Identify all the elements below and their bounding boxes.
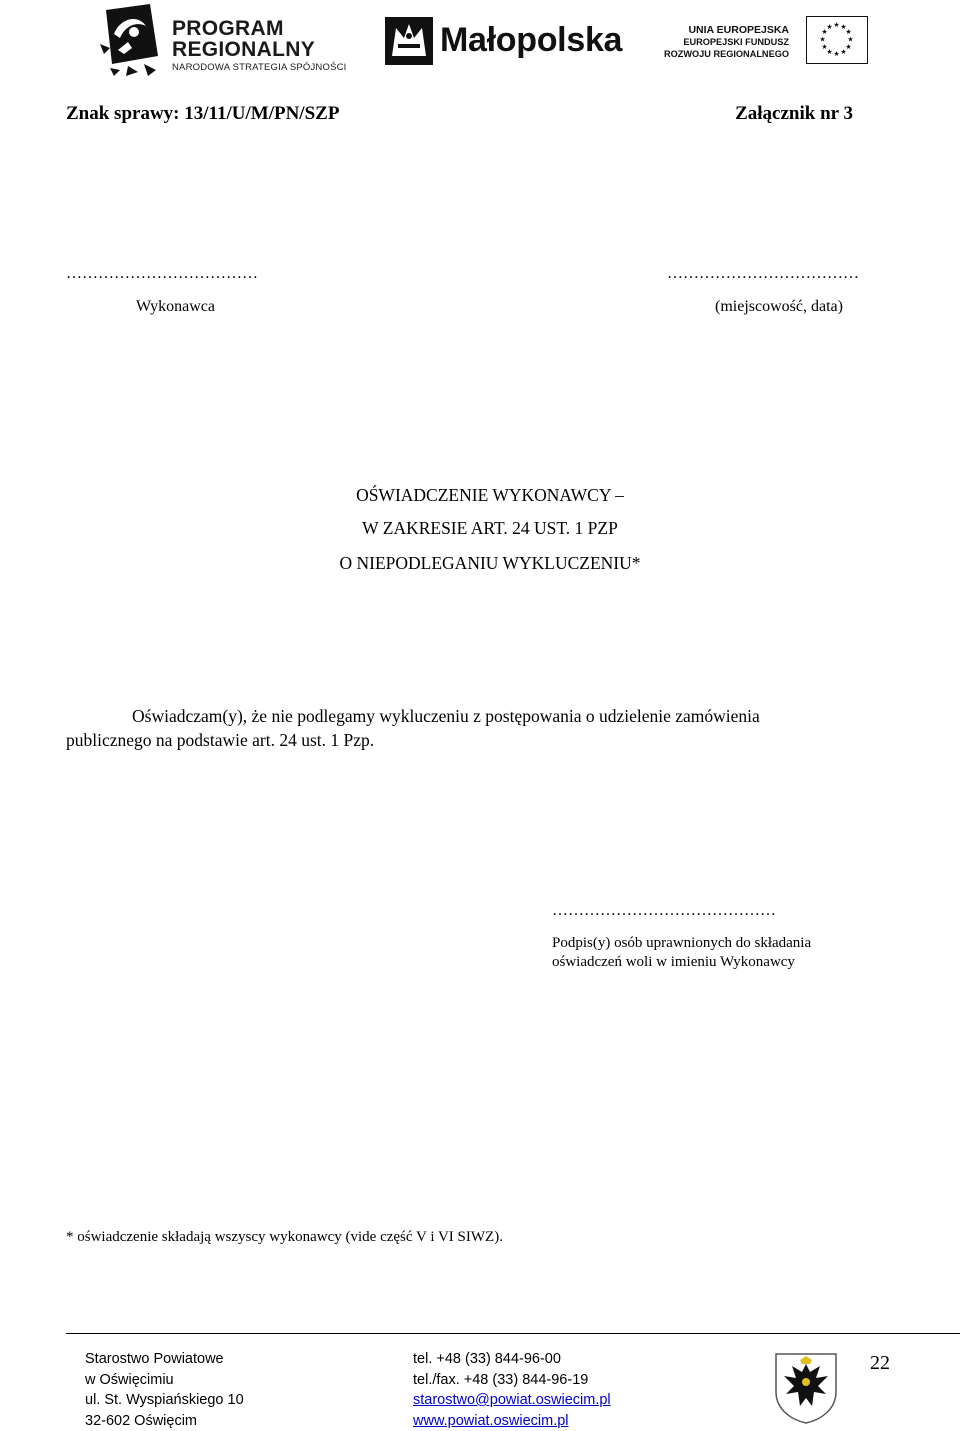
svg-text:★: ★	[840, 48, 846, 56]
statement-body-line2: publicznego na podstawie art. 24 ust. 1 Pzp.	[66, 729, 374, 751]
footer-office-address	[85, 1349, 244, 1431]
footer-email-link[interactable]: starostwo@powiat.oswiecim.pl	[413, 1392, 611, 1408]
svg-text:★: ★	[819, 36, 825, 44]
attachment-number: Załącznik nr 3	[735, 102, 853, 126]
footer-website-link[interactable]: www.powiat.oswiecim.pl	[413, 1413, 569, 1429]
svg-text:★: ★	[821, 28, 827, 36]
program-logo-line2: REGIONALNY	[172, 39, 315, 60]
program-logo-line3: NARODOWA STRATEGIA SPÓJNOŚCI	[172, 63, 347, 73]
program-regionalny-emblem-icon	[98, 4, 164, 78]
svg-text:★: ★	[833, 21, 839, 29]
footer-fax: tel./fax. +48 (33) 844-96-19	[413, 1370, 611, 1391]
contractor-dots: ………………………………	[66, 264, 258, 284]
svg-text:★: ★	[847, 36, 853, 44]
footer-office-line3: ul. St. Wyspiańskiego 10	[85, 1390, 244, 1411]
footer-contact	[413, 1349, 611, 1431]
place-date-dots: ………………………………	[667, 264, 859, 284]
footer-divider	[66, 1333, 960, 1334]
statement-title-line1: OŚWIADCZENIE WYKONAWCY –	[0, 484, 960, 506]
page-number: 22	[870, 1351, 890, 1375]
footer-tel: tel. +48 (33) 844-96-00	[413, 1349, 611, 1370]
program-logo-line1: PROGRAM	[172, 18, 284, 39]
svg-text:★: ★	[833, 50, 839, 58]
powiat-crest-icon	[772, 1352, 840, 1424]
footer-office-line4: 32-602 Oświęcim	[85, 1411, 244, 1431]
eu-logo	[662, 16, 868, 66]
signature-caption-line2: oświadczeń woli w imieniu Wykonawcy	[552, 953, 795, 972]
signature-caption-line1: Podpis(y) osób uprawnionych do składania	[552, 934, 811, 953]
footnote: * oświadczenie składają wszyscy wykonawcy (vide część V i VI SIWZ).	[66, 1228, 503, 1247]
statement-body-line1: Oświadczam(y), że nie podlegamy wykluczeniu z postępowania o udzielenie zamówienia	[132, 705, 760, 727]
case-number: Znak sprawy: 13/11/U/M/PN/SZP	[66, 102, 339, 126]
svg-text:★: ★	[845, 28, 851, 36]
svg-text:★: ★	[821, 43, 827, 51]
malopolska-emblem-icon	[384, 16, 434, 66]
footer-office-line1: Starostwo Powiatowe	[85, 1349, 244, 1370]
svg-text:★: ★	[826, 23, 832, 31]
statement-title-line3: O NIEPODLEGANIU WYKLUCZENIU*	[0, 552, 960, 574]
contractor-label: Wykonawca	[136, 297, 215, 317]
malopolska-logo-text: Małopolska	[440, 20, 622, 60]
place-date-label: (miejscowość, data)	[715, 297, 843, 317]
eu-logo-line3: ROZWOJU REGIONALNEGO	[662, 48, 789, 60]
svg-text:★: ★	[826, 48, 832, 56]
statement-title-line2: W ZAKRESIE ART. 24 UST. 1 PZP	[0, 517, 960, 539]
eu-logo-line2: EUROPEJSKI FUNDUSZ	[662, 36, 789, 48]
svg-text:★: ★	[840, 23, 846, 31]
program-regionalny-logo	[98, 4, 350, 78]
signature-dots: ……………………………………	[552, 901, 776, 921]
eu-logo-text	[662, 24, 789, 60]
svg-text:★: ★	[845, 43, 851, 51]
eu-logo-line1: UNIA EUROPEJSKA	[662, 24, 789, 36]
eu-flag-icon	[806, 16, 868, 64]
footer-office-line2: w Oświęcimiu	[85, 1370, 244, 1391]
malopolska-logo	[384, 16, 628, 66]
